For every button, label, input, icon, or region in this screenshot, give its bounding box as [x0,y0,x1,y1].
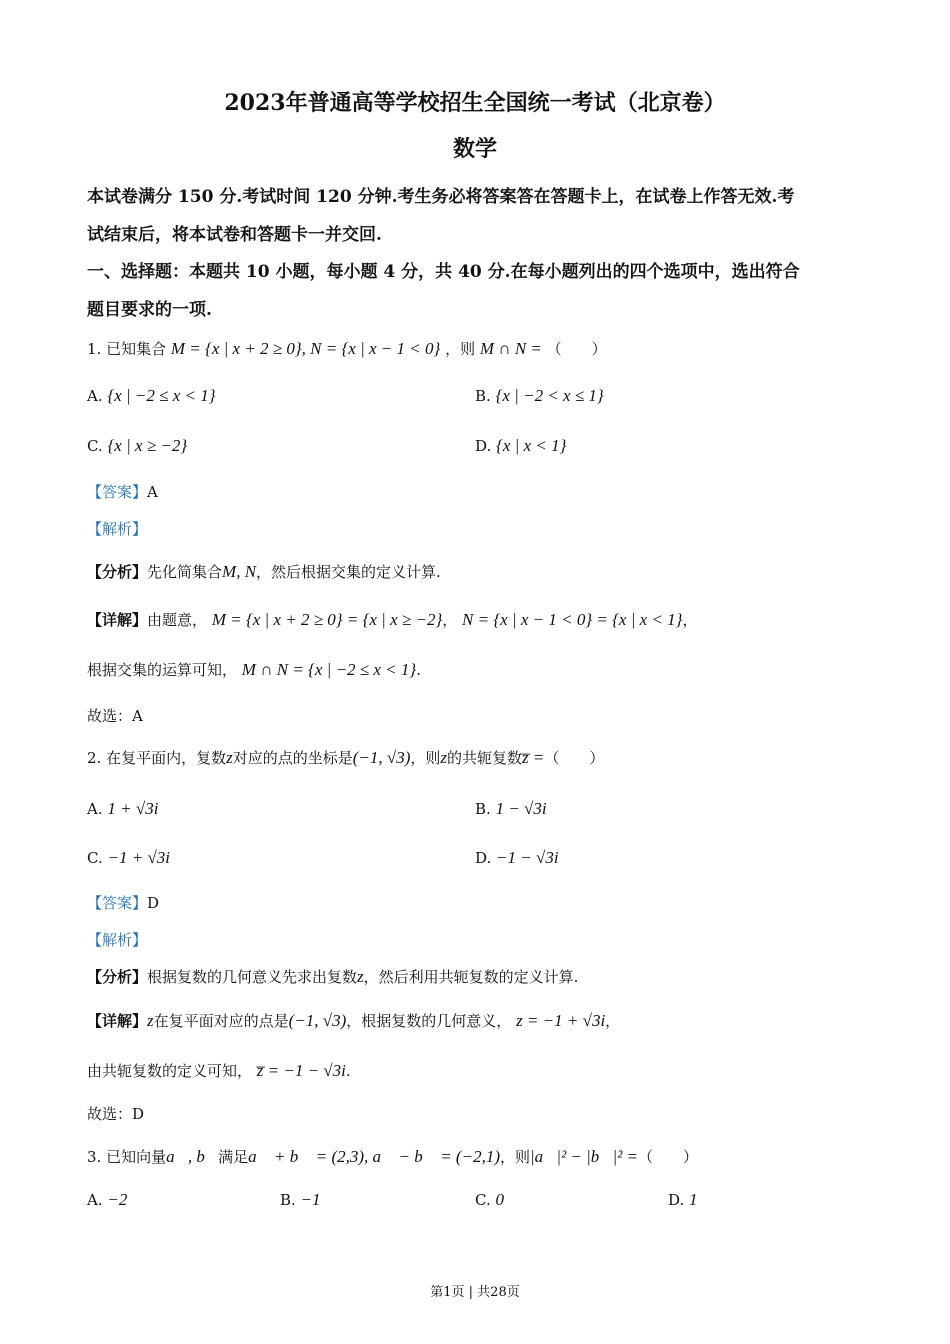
answer-tag: 【答案】 [87,894,148,912]
option-b [475,386,604,406]
math-expression: z̅ = [522,748,545,767]
choose-line: 故选：D [87,1105,145,1123]
detail-text: ， [605,1012,621,1030]
answer-line [87,481,158,502]
math-expression: a⃗, b⃗ [166,1147,219,1166]
detail-tag: 【详解】 [87,611,148,629]
choose-line: 故选：A [87,707,143,725]
option-value: −2 [107,1190,128,1209]
math-variable: z [226,748,233,767]
fenxi-line [87,561,441,582]
math-expression: M = {x | x + 2 ≥ 0}, N = {x | x − 1 < 0} [170,339,441,358]
option-value: {x | −2 ≤ x < 1} [107,386,216,405]
option-label: D. [475,849,492,867]
section-heading-line-2: 题目要求的一项. [87,300,212,320]
option-value: {x | x < 1} [496,436,567,455]
option-label: C. [87,437,103,455]
option-value: 1 + √3i [107,799,159,818]
option-value: 0 [495,1190,504,1209]
fenxi-tag: 【分析】 [87,968,148,986]
option-label: C. [87,849,103,867]
question-text: ，则 [499,1148,530,1166]
question-text: 已知向量 [106,1148,167,1166]
option-a [87,799,158,819]
detail-line-2 [87,1060,351,1081]
option-c [87,848,170,868]
detail-text: 在复平面对应的点是 [153,1012,289,1030]
question-number: 2. [87,749,102,767]
question-2-stem [87,747,604,768]
option-value: {x | −2 < x ≤ 1} [495,386,604,405]
page-footer: 第1页 | 共28页 [430,1285,520,1300]
fenxi-text: ，然后根据交集的定义计算. [256,563,441,581]
option-d [475,436,566,456]
detail-text: 根据交集的运算可知， [87,661,238,679]
option-value: −1 + √3i [107,848,170,867]
detail-text: 由共轭复数的定义可知， [87,1062,253,1080]
analysis-tag: 【解析】 [87,931,148,949]
fenxi-line [87,966,578,987]
option-c [475,1190,504,1210]
option-a [87,386,216,406]
option-label: C. [475,1191,491,1209]
question-text: 满足 [218,1148,249,1166]
analysis-tag: 【解析】 [87,520,148,538]
question-number: 3. [87,1148,102,1166]
fenxi-tag: 【分析】 [87,563,148,581]
instructions-line-2: 试结束后，将本试卷和答题卡一并交回. [87,225,382,245]
option-value: {x | x ≥ −2} [107,436,188,455]
detail-tag: 【详解】 [87,1012,148,1030]
question-text: 对应的点的坐标是 [232,749,353,767]
fenxi-text: 根据复数的几何意义先求出复数 [147,968,358,986]
answer-paren: （ ） [546,340,607,358]
math-expression: a⃗ + b⃗ = (2,3), a⃗ − b⃗ = (−2,1) [248,1147,500,1166]
detail-text: 由题意， [147,611,208,629]
question-1-stem [87,338,607,359]
math-expression: M = {x | x + 2 ≥ 0} = {x | x ≥ −2} [211,610,443,629]
option-label: D. [475,437,492,455]
question-number: 1. [87,340,102,358]
exam-title: 2023年普通高等学校招生全国统一考试（北京卷） [224,90,726,116]
detail-text: . [345,1062,351,1080]
option-label: B. [475,387,491,405]
question-text: ，则 [445,340,476,358]
option-c [87,436,187,456]
question-3-stem [87,1146,698,1167]
option-a [87,1190,127,1210]
section-heading-line-1: 一、选择题：本题共 10 小题，每小题 4 分，共 40 分.在每小题列出的四个选项中，选出符合 [87,262,800,282]
option-value: −1 − √3i [496,848,559,867]
detail-text: ，根据复数的几何意义， [346,1012,512,1030]
subject-title: 数学 [452,136,497,162]
detail-line-2 [87,659,421,680]
option-b [475,799,547,819]
question-text: ，则 [410,749,441,767]
option-d [668,1190,698,1210]
math-expression: |a⃗|² − |b⃗|² = [530,1147,639,1166]
answer-value: A [147,483,158,501]
question-text: 在复平面内，复数 [106,749,227,767]
option-label: D. [668,1191,685,1209]
math-variable: z [440,748,448,767]
detail-line [87,1010,620,1031]
fenxi-text: 先化简集合 [147,563,223,581]
math-expression: z = −1 + √3i [516,1011,606,1030]
math-expression: z̅ = −1 − √3i [256,1061,346,1080]
option-value: 1 − √3i [495,799,547,818]
question-text: 已知集合 [106,340,167,358]
answer-paren: （ ） [544,749,605,767]
option-label: B. [475,800,491,818]
detail-text: . [416,661,421,679]
option-label: A. [87,387,103,405]
detail-line [87,609,697,630]
option-label: A. [87,1191,103,1209]
question-text: 的共轭复数 [447,749,523,767]
math-expression: N = {x | x − 1 < 0} = {x | x < 1} [462,610,683,629]
math-expression: (−1, √3) [288,1011,347,1030]
detail-text: ， [682,611,698,629]
math-variable: z [147,1011,154,1030]
math-expression: M, N [222,562,257,581]
fenxi-text: ，然后利用共轭复数的定义计算. [363,968,579,986]
option-value: 1 [689,1190,698,1209]
answer-line [87,892,159,913]
math-expression: M ∩ N = {x | −2 ≤ x < 1} [241,660,417,679]
answer-value: D [147,894,160,912]
option-d [475,848,559,868]
option-b [280,1190,321,1210]
instructions-line-1: 本试卷满分 150 分.考试时间 120 分钟.考生务必将答案答在答题卡上，在试卷上作答无效.考 [87,187,795,207]
math-variable: z [357,967,364,986]
option-label: A. [87,800,103,818]
option-value: −1 [300,1190,321,1209]
math-expression: M ∩ N = [479,339,542,358]
answer-tag: 【答案】 [87,483,148,501]
math-expression: (−1, √3) [352,748,411,767]
option-label: B. [280,1191,296,1209]
answer-paren: （ ） [638,1148,699,1166]
detail-text: ， [442,611,458,629]
